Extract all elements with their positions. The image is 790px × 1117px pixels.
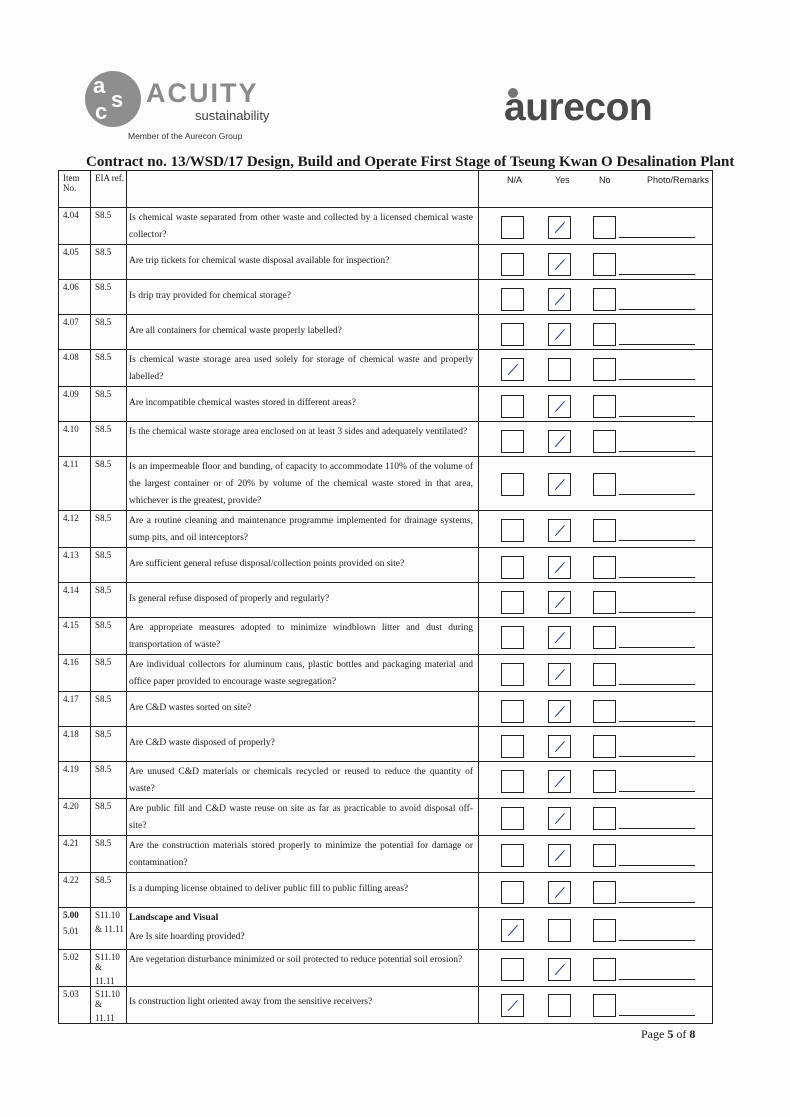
question-text: Are public fill and C&D waste reuse on site as far as practicable to avoid disposal off-site? <box>129 804 473 831</box>
question-text: Are trip tickets for chemical waste disposal available for inspection? <box>129 256 390 266</box>
item-number-cell <box>59 655 91 692</box>
question-cell <box>127 692 479 727</box>
checkbox-no[interactable] <box>593 881 616 904</box>
table-header <box>59 171 713 208</box>
checkbox-na[interactable] <box>501 216 524 239</box>
contract-title: Contract no. 13/WSD/17 Design, Build and Operate First Stage of Tseung Kwan O Desalination Plant <box>86 154 735 170</box>
acuity-member-text: Member of the Aurecon Group <box>128 131 243 141</box>
eia-ref-cell <box>91 655 127 692</box>
item-number-cell <box>59 511 91 548</box>
remarks-line[interactable] <box>619 979 695 980</box>
question-text: Are unused C&D materials or chemicals recycled or reused to reduce the quantity of waste? <box>129 767 473 794</box>
question-cell <box>127 245 479 280</box>
question-cell <box>127 618 479 655</box>
checkbox-yes[interactable] <box>548 844 571 867</box>
checkbox-na[interactable] <box>501 844 524 867</box>
item-number: 5.03 <box>63 989 79 999</box>
header-answers <box>479 171 713 208</box>
item-number-cell <box>59 387 91 422</box>
item-number: 4.19 <box>63 764 79 774</box>
question-text: Are vegetation disturbance minimized or soil protected to reduce potential soil erosion? <box>129 955 463 965</box>
eia-ref: S8.5 <box>95 282 112 292</box>
item-number-cell <box>59 350 91 387</box>
question-cell <box>127 836 479 873</box>
question-text: Are all containers for chemical waste properly labelled? <box>129 326 342 336</box>
question-cell <box>127 511 479 548</box>
table-row <box>59 618 713 655</box>
section-title: Landscape and Visual <box>129 913 219 923</box>
remarks-line[interactable] <box>619 344 695 345</box>
table-row <box>59 692 713 727</box>
checkbox-no[interactable] <box>593 663 616 686</box>
answer-cell <box>479 987 713 1024</box>
aurecon-logo: aurecon <box>504 86 653 129</box>
item-number-cell <box>59 836 91 873</box>
checkbox-yes[interactable] <box>548 288 571 311</box>
checkbox-yes[interactable] <box>548 358 571 381</box>
remarks-line[interactable] <box>619 721 695 722</box>
question-text: Are incompatible chemical wastes stored in different areas? <box>129 398 356 408</box>
checkbox-no[interactable] <box>593 430 616 453</box>
eia-ref: S11.10 & <box>95 952 120 972</box>
question-text: Is chemical waste separated from other waste and collected by a licensed chemical waste collector? <box>129 213 473 240</box>
remarks-line[interactable] <box>619 451 695 452</box>
table-row <box>59 208 713 245</box>
remarks-line[interactable] <box>619 274 695 275</box>
answer-cell <box>479 457 713 511</box>
checkbox-no[interactable] <box>593 958 616 981</box>
checkbox-no[interactable] <box>593 807 616 830</box>
checkbox-yes[interactable] <box>548 994 571 1017</box>
eia-ref-cell <box>91 208 127 245</box>
checkbox-no[interactable] <box>593 519 616 542</box>
item-number: 4.21 <box>63 838 79 848</box>
question-cell <box>127 727 479 762</box>
eia-ref-cell <box>91 692 127 727</box>
checkbox-yes[interactable] <box>548 216 571 239</box>
checkbox-na[interactable] <box>501 288 524 311</box>
checkbox-na[interactable] <box>501 473 524 496</box>
question-text: Is drip tray provided for chemical storage? <box>129 291 291 301</box>
eia-ref: S11.10 <box>95 910 120 920</box>
checkbox-na[interactable] <box>501 735 524 758</box>
item-number: 4.04 <box>63 210 79 220</box>
page-prefix: Page <box>641 1027 665 1041</box>
item-number-cell <box>59 245 91 280</box>
checkbox-na[interactable] <box>501 807 524 830</box>
question-cell <box>127 950 479 987</box>
remarks-line[interactable] <box>619 612 695 613</box>
eia-ref-cell <box>91 618 127 655</box>
item-number: 4.13 <box>63 550 79 560</box>
eia-ref-cell <box>91 245 127 280</box>
checkbox-na[interactable] <box>501 958 524 981</box>
item-number-cell <box>59 583 91 618</box>
checkbox-yes[interactable] <box>548 253 571 276</box>
checkbox-yes[interactable] <box>548 591 571 614</box>
remarks-line[interactable] <box>619 309 695 310</box>
checkbox-na[interactable] <box>501 323 524 346</box>
item-number: 4.05 <box>63 247 79 257</box>
item-number: 4.20 <box>63 801 79 811</box>
checkbox-na[interactable] <box>501 591 524 614</box>
checkbox-yes[interactable] <box>548 323 571 346</box>
eia-ref: S8.5 <box>95 389 112 399</box>
checkbox-na[interactable] <box>501 253 524 276</box>
eia-ref: S8.5 <box>95 247 112 257</box>
eia-ref: S8.5 <box>95 424 112 434</box>
question-cell <box>127 350 479 387</box>
eia-ref-cell <box>91 799 127 836</box>
eia-ref: S8.5 <box>95 801 112 811</box>
answer-cell <box>479 583 713 618</box>
checkbox-yes[interactable] <box>548 556 571 579</box>
eia-ref: S8.5 <box>95 620 112 630</box>
checkbox-no[interactable] <box>593 700 616 723</box>
item-number-cell <box>59 618 91 655</box>
item-number: 4.11 <box>63 459 79 469</box>
page-total: 8 <box>689 1027 696 1041</box>
answer-cell <box>479 315 713 350</box>
remarks-line[interactable] <box>619 416 695 417</box>
remarks-line[interactable] <box>619 791 695 792</box>
item-number-cell <box>59 908 91 950</box>
table-row <box>59 315 713 350</box>
checkbox-no[interactable] <box>593 395 616 418</box>
item-number-cell <box>59 422 91 457</box>
table-row <box>59 245 713 280</box>
item-number-cell <box>59 548 91 583</box>
answer-cell <box>479 350 713 387</box>
checkbox-yes[interactable] <box>548 519 571 542</box>
eia-ref-cell <box>91 727 127 762</box>
page-of: of <box>676 1027 687 1041</box>
remarks-line[interactable] <box>619 647 695 648</box>
question-cell <box>127 583 479 618</box>
question-cell <box>127 908 479 950</box>
header-item <box>59 171 91 208</box>
question-cell <box>127 655 479 692</box>
header-eia-ref <box>91 171 127 208</box>
remarks-line[interactable] <box>619 902 695 903</box>
item-number-cell <box>59 799 91 836</box>
answer-cell <box>479 727 713 762</box>
checkbox-na[interactable] <box>501 994 524 1017</box>
remarks-line[interactable] <box>619 684 695 685</box>
checkbox-no[interactable] <box>593 358 616 381</box>
remarks-line[interactable] <box>619 828 695 829</box>
eia-ref: S8.5 <box>95 838 112 848</box>
checkbox-na[interactable] <box>501 519 524 542</box>
eia-ref: S8.5 <box>95 729 112 739</box>
item-number-cell <box>59 280 91 315</box>
item-number-cell <box>59 727 91 762</box>
eia-ref-cell <box>91 950 127 987</box>
question-cell <box>127 762 479 799</box>
item-number-cell <box>59 457 91 511</box>
checkbox-no[interactable] <box>593 556 616 579</box>
eia-ref: S8.5 <box>95 210 112 220</box>
question-text: Is the chemical waste storage area enclosed on at least 3 sides and adequately ventilated? <box>129 427 468 437</box>
checkbox-yes[interactable] <box>548 663 571 686</box>
checkbox-yes[interactable] <box>548 735 571 758</box>
item-number-cell <box>59 873 91 908</box>
answer-cell <box>479 799 713 836</box>
answer-cell <box>479 422 713 457</box>
question-text: Is a dumping license obtained to deliver public fill to public filling areas? <box>129 884 409 894</box>
answer-cell <box>479 873 713 908</box>
header-item-label: Item No. <box>63 173 80 193</box>
checkbox-na[interactable] <box>501 556 524 579</box>
answer-cell <box>479 208 713 245</box>
table-row <box>59 987 713 1024</box>
eia-ref-cell <box>91 457 127 511</box>
item-number: 4.12 <box>63 513 79 523</box>
checkbox-yes[interactable] <box>548 958 571 981</box>
answer-cell <box>479 618 713 655</box>
eia-ref-continued: & 11.11 <box>95 924 124 934</box>
eia-ref-continued: 11.11 <box>95 1013 115 1023</box>
question-text: Are appropriate measures adopted to minimize windblown litter and dust during transportation of waste? <box>129 623 473 650</box>
checkbox-na[interactable] <box>501 663 524 686</box>
item-number: 4.17 <box>63 694 79 704</box>
question-cell <box>127 387 479 422</box>
answer-cell <box>479 387 713 422</box>
header-eia-ref-label: EIA ref. <box>95 173 124 183</box>
eia-ref-cell <box>91 583 127 618</box>
header-question <box>127 171 479 208</box>
table-row <box>59 422 713 457</box>
eia-ref-cell <box>91 548 127 583</box>
checkbox-no[interactable] <box>593 473 616 496</box>
checkbox-na[interactable] <box>501 395 524 418</box>
eia-ref-cell <box>91 422 127 457</box>
acuity-emblem-icon: a s c <box>85 71 141 127</box>
eia-ref: S8.5 <box>95 550 112 560</box>
question-cell <box>127 548 479 583</box>
eia-ref-cell <box>91 511 127 548</box>
question-cell <box>127 799 479 836</box>
remarks-line[interactable] <box>619 940 695 941</box>
item-number: 4.15 <box>63 620 79 630</box>
checkbox-no[interactable] <box>593 216 616 239</box>
checkbox-na[interactable] <box>501 919 524 942</box>
checkbox-no[interactable] <box>593 323 616 346</box>
item-number: 4.10 <box>63 424 79 434</box>
item-number-cell <box>59 987 91 1024</box>
table-row <box>59 908 713 950</box>
eia-ref-continued: 11.11 <box>95 976 115 986</box>
checkbox-yes[interactable] <box>548 700 571 723</box>
question-text: Are C&D wastes sorted on site? <box>129 703 252 713</box>
checkbox-no[interactable] <box>593 919 616 942</box>
question-cell <box>127 208 479 245</box>
table-row <box>59 457 713 511</box>
item-number: 4.06 <box>63 282 79 292</box>
eia-ref-cell <box>91 873 127 908</box>
remarks-line[interactable] <box>619 379 695 380</box>
checkbox-na[interactable] <box>501 770 524 793</box>
question-text: Are a routine cleaning and maintenance programme implemented for drainage systems, sump pits, and oil interceptors? <box>129 516 473 543</box>
item-number-secondary: 5.01 <box>63 926 79 936</box>
question-text: Are Is site hoarding provided? <box>129 932 245 942</box>
checkbox-yes[interactable] <box>548 473 571 496</box>
acuity-name: ACUITY <box>146 78 259 108</box>
checkbox-no[interactable] <box>593 770 616 793</box>
checkbox-na[interactable] <box>501 358 524 381</box>
question-text: Are sufficient general refuse disposal/collection points provided on site? <box>129 559 405 569</box>
acuity-logo <box>80 68 280 148</box>
checkbox-no[interactable] <box>593 288 616 311</box>
question-cell <box>127 873 479 908</box>
eia-ref-cell <box>91 280 127 315</box>
item-number: 4.18 <box>63 729 79 739</box>
table-row <box>59 950 713 987</box>
answer-cell <box>479 655 713 692</box>
question-cell <box>127 987 479 1024</box>
page-number <box>641 1027 695 1042</box>
eia-ref: S8.5 <box>95 513 112 523</box>
eia-ref: S11.10 & <box>95 989 120 1009</box>
question-text: Is an impermeable floor and bunding, of capacity to accommodate 110% of the volume of the largest container or of 20% by volume of the chemical waste stored in that area, whichever is the greatest, provide? <box>129 462 473 506</box>
item-number: 5.00 <box>63 910 79 920</box>
item-number: 4.08 <box>63 352 79 362</box>
eia-ref: S8.5 <box>95 764 112 774</box>
answer-cell <box>479 548 713 583</box>
answer-cell <box>479 511 713 548</box>
item-number-cell <box>59 950 91 987</box>
table-row <box>59 762 713 799</box>
page-current: 5 <box>667 1027 674 1041</box>
table-row <box>59 727 713 762</box>
answer-cell <box>479 692 713 727</box>
checkbox-na[interactable] <box>501 430 524 453</box>
table-row <box>59 548 713 583</box>
checkbox-yes[interactable] <box>548 881 571 904</box>
question-cell <box>127 280 479 315</box>
item-number: 4.07 <box>63 317 79 327</box>
question-cell <box>127 315 479 350</box>
question-cell <box>127 457 479 511</box>
eia-ref: S8.5 <box>95 352 112 362</box>
question-text: Is general refuse disposed of properly and regularly? <box>129 594 330 604</box>
table-row <box>59 873 713 908</box>
remarks-line[interactable] <box>619 577 695 578</box>
eia-ref: S8.5 <box>95 694 112 704</box>
question-text: Are the construction materials stored properly to minimize the potential for damage or contamination? <box>129 841 473 868</box>
header-na: N/A <box>507 175 523 185</box>
eia-ref-cell <box>91 836 127 873</box>
header-yes: Yes <box>555 175 570 185</box>
checkbox-na[interactable] <box>501 881 524 904</box>
answer-cell <box>479 245 713 280</box>
remarks-line[interactable] <box>619 756 695 757</box>
remarks-line[interactable] <box>619 237 695 238</box>
eia-ref-cell <box>91 350 127 387</box>
checkbox-na[interactable] <box>501 626 524 649</box>
item-number: 5.02 <box>63 952 79 962</box>
answer-cell <box>479 836 713 873</box>
remarks-line[interactable] <box>619 494 695 495</box>
eia-ref-cell <box>91 908 127 950</box>
checkbox-no[interactable] <box>593 735 616 758</box>
item-number-cell <box>59 762 91 799</box>
header-remarks: Photo/Remarks <box>647 175 710 185</box>
checkbox-no[interactable] <box>593 591 616 614</box>
answer-cell <box>479 908 713 950</box>
answer-cell <box>479 762 713 799</box>
remarks-line[interactable] <box>619 1015 695 1016</box>
header-no: No <box>599 175 611 185</box>
checkbox-yes[interactable] <box>548 919 571 942</box>
item-number: 4.14 <box>63 585 79 595</box>
eia-ref: S8.5 <box>95 875 112 885</box>
checkbox-yes[interactable] <box>548 770 571 793</box>
eia-ref: S8.5 <box>95 459 112 469</box>
eia-ref: S8.5 <box>95 585 112 595</box>
table-row <box>59 511 713 548</box>
eia-ref-cell <box>91 987 127 1024</box>
item-number-cell <box>59 208 91 245</box>
checkbox-no[interactable] <box>593 253 616 276</box>
question-text: Are individual collectors for aluminum cans, plastic bottles and packaging material and office paper provided to encourage waste segregation? <box>129 660 473 687</box>
question-cell <box>127 422 479 457</box>
checkbox-yes[interactable] <box>548 807 571 830</box>
checkbox-no[interactable] <box>593 844 616 867</box>
answer-cell <box>479 280 713 315</box>
checkbox-yes[interactable] <box>548 430 571 453</box>
table-row <box>59 350 713 387</box>
table-row <box>59 799 713 836</box>
checklist-table <box>58 170 713 1024</box>
question-text: Is chemical waste storage area used solely for storage of chemical waste and properly labelled? <box>129 355 473 382</box>
answer-cell <box>479 950 713 987</box>
checkbox-yes[interactable] <box>548 626 571 649</box>
table-row <box>59 836 713 873</box>
checkbox-no[interactable] <box>593 626 616 649</box>
checkbox-no[interactable] <box>593 994 616 1017</box>
eia-ref: S8.5 <box>95 317 112 327</box>
remarks-line[interactable] <box>619 865 695 866</box>
checkbox-yes[interactable] <box>548 395 571 418</box>
eia-ref: S8.5 <box>95 657 112 667</box>
eia-ref-cell <box>91 315 127 350</box>
question-text: Is construction light oriented away from the sensitive receivers? <box>129 997 373 1007</box>
item-number-cell <box>59 692 91 727</box>
item-number: 4.16 <box>63 657 79 667</box>
remarks-line[interactable] <box>619 540 695 541</box>
table-row <box>59 280 713 315</box>
question-text: Are C&D waste disposed of properly? <box>129 738 275 748</box>
table-row <box>59 387 713 422</box>
item-number-cell <box>59 315 91 350</box>
table-row <box>59 583 713 618</box>
item-number: 4.09 <box>63 389 79 399</box>
item-number: 4.22 <box>63 875 79 885</box>
table-row <box>59 655 713 692</box>
acuity-subtitle: sustainability <box>195 108 270 123</box>
checkbox-na[interactable] <box>501 700 524 723</box>
eia-ref-cell <box>91 762 127 799</box>
eia-ref-cell <box>91 387 127 422</box>
